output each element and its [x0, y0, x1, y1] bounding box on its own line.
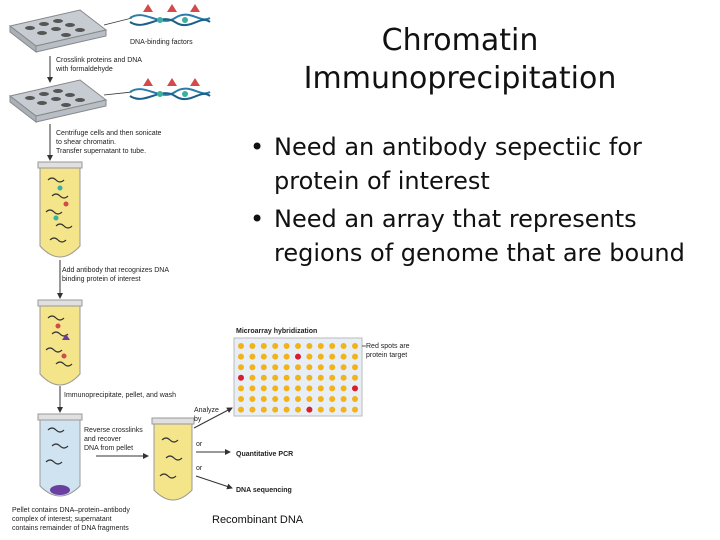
microarray-spot: [329, 364, 335, 370]
pellet-caption-line1: Pellet contains DNA–protein–antibody: [12, 507, 130, 514]
microarray-spot: [341, 407, 347, 413]
or-label-2: or: [196, 465, 203, 472]
microarray-spot: [318, 375, 324, 381]
microarray-spot: [272, 396, 278, 402]
red-spots-label-line1: Red spots are: [366, 343, 410, 350]
title-line-2: Immunoprecipitation: [303, 61, 617, 96]
microarray-title: Microarray hybridization: [236, 328, 318, 335]
microarray-spot: [329, 343, 335, 349]
reverse-label-line3: DNA from pellet: [84, 445, 134, 452]
microarray-spot: [249, 343, 255, 349]
microarray-spot: [261, 354, 267, 360]
microarray-spot: [261, 385, 267, 391]
microarray-spot: [249, 407, 255, 413]
pellet-caption-line2: complex of interest; supernatant: [12, 516, 112, 523]
microarray-spot: [238, 385, 244, 391]
microarray-spot: [329, 354, 335, 360]
microarray-spot: [352, 396, 358, 402]
microarray-spot: [318, 407, 324, 413]
sequencing-label: DNA sequencing: [236, 487, 292, 494]
test-tube-1: [38, 162, 82, 257]
microarray-spot: [306, 343, 312, 349]
microarray-spot: [341, 375, 347, 381]
bullet-text: Need an antibody sepectiic for protein of interest: [274, 133, 642, 195]
microarray-spot-red: [238, 375, 244, 381]
microarray-spot: [306, 375, 312, 381]
microarray-spot: [249, 364, 255, 370]
bullet-dot: •: [250, 133, 265, 161]
microarray-spot: [295, 385, 301, 391]
analyze-label-line2: by: [194, 416, 202, 423]
crosslinked-factors-icon: [130, 78, 210, 99]
arrow-to-sequencing: [196, 476, 232, 488]
microarray-spot-red: [295, 354, 301, 360]
reverse-label-line1: Reverse crosslinks: [84, 427, 143, 434]
red-spots-label-line2: protein target: [366, 352, 408, 359]
microarray-spot: [261, 396, 267, 402]
microarray-spot: [238, 407, 244, 413]
dna-binding-factors-icon: [130, 4, 210, 25]
pellet-tube: [38, 414, 82, 496]
microarray-spot: [318, 354, 324, 360]
microarray-spot: [284, 407, 290, 413]
microarray-spot: [295, 343, 301, 349]
step1-label-line2: with formaldehyde: [56, 66, 113, 73]
microarray-spot: [329, 385, 335, 391]
leader-line: [104, 92, 132, 95]
microarray-spot: [272, 385, 278, 391]
microarray-spot: [261, 364, 267, 370]
pellet-caption-line3: contains remainder of DNA fragments: [12, 525, 129, 532]
microarray-spot: [272, 407, 278, 413]
microarray-spot: [329, 375, 335, 381]
microarray-spot: [272, 375, 278, 381]
step3-label-line2: binding protein of interest: [62, 276, 141, 283]
microarray-spot: [352, 375, 358, 381]
dna-binding-factors-label: DNA-binding factors: [130, 39, 193, 46]
bullet-text: Need an array that represents regions of genome that are bound: [274, 205, 685, 267]
microarray-spot: [238, 364, 244, 370]
step1-label-line1: Crosslink proteins and DNA: [56, 57, 142, 64]
microarray-spot: [318, 396, 324, 402]
microarray-spot: [238, 396, 244, 402]
microarray-spot: [352, 407, 358, 413]
microarray-spot: [249, 385, 255, 391]
microarray-spot: [329, 396, 335, 402]
microarray-spot: [306, 364, 312, 370]
microarray-spot: [284, 343, 290, 349]
microarray-spot: [261, 343, 267, 349]
microarray-spot: [318, 343, 324, 349]
title-line-1: Chromatin: [381, 23, 539, 58]
microarray-spot: [341, 364, 347, 370]
figure-caption: Recombinant DNA: [212, 514, 304, 526]
microarray-spot: [295, 407, 301, 413]
microarray-spot: [295, 396, 301, 402]
step4-label: Immunoprecipitate, pellet, and wash: [64, 392, 177, 399]
recovered-dna-tube: [152, 418, 194, 500]
microarray-spot: [306, 385, 312, 391]
microarray-spot: [272, 364, 278, 370]
microarray-spot: [249, 375, 255, 381]
microarray-spot: [238, 343, 244, 349]
microarray-spot: [318, 385, 324, 391]
microarray-spot: [284, 354, 290, 360]
reverse-label-line2: and recover: [84, 436, 121, 443]
microarray-spot: [341, 354, 347, 360]
culture-dish-2: [10, 80, 106, 122]
microarray-spot-red: [306, 407, 312, 413]
microarray-spot: [238, 354, 244, 360]
microarray-spot: [352, 364, 358, 370]
microarray-spot: [295, 364, 301, 370]
microarray-spot: [295, 375, 301, 381]
leader-line: [104, 18, 132, 25]
step3-label-line1: Add antibody that recognizes DNA: [62, 267, 170, 274]
microarray-spot: [306, 354, 312, 360]
microarray-spot: [249, 354, 255, 360]
microarray-spot: [306, 396, 312, 402]
microarray-spot: [341, 343, 347, 349]
microarray-spot: [352, 343, 358, 349]
qpcr-label: Quantitative PCR: [236, 451, 294, 458]
microarray-spot: [341, 385, 347, 391]
microarray-spot: [261, 375, 267, 381]
culture-dish-1: [10, 10, 106, 52]
step2-label-line1: Centrifuge cells and then sonicate: [56, 130, 162, 137]
microarray-spot: [272, 354, 278, 360]
microarray-spot: [272, 343, 278, 349]
microarray-spot: [284, 385, 290, 391]
step2-label-line3: Transfer supernatant to tube.: [56, 148, 147, 155]
microarray-spot: [249, 396, 255, 402]
step2-label-line2: to shear chromatin.: [56, 139, 116, 146]
bullet-dot: •: [250, 205, 265, 233]
microarray-spot-red: [352, 385, 358, 391]
microarray-spot: [329, 407, 335, 413]
test-tube-2: [38, 300, 82, 385]
microarray-spot: [284, 375, 290, 381]
microarray-spot: [261, 407, 267, 413]
analyze-label-line1: Analyze: [194, 407, 219, 414]
microarray-spot: [284, 364, 290, 370]
microarray-spot: [352, 354, 358, 360]
microarray-spot: [341, 396, 347, 402]
microarray-spot: [318, 364, 324, 370]
microarray-spot: [284, 396, 290, 402]
or-label-1: or: [196, 441, 203, 448]
